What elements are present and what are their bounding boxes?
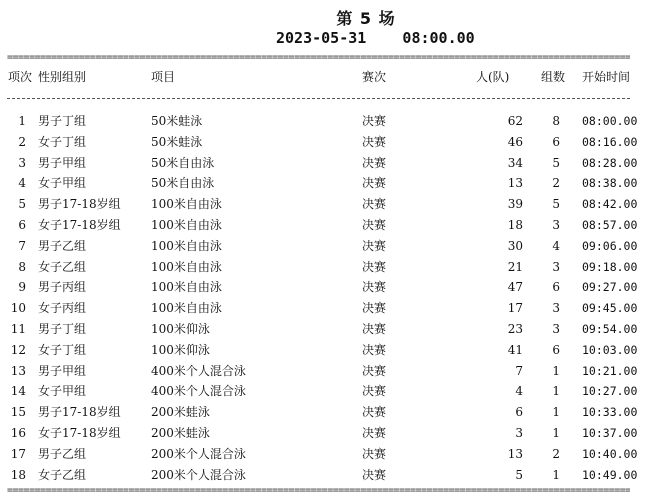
row-group: 男子17-18岁组 — [38, 405, 121, 420]
row-count: 17 — [507, 301, 523, 316]
row-start-time: 08:38.00 — [582, 176, 638, 191]
row-round: 决赛 — [362, 467, 387, 482]
row-event: 100米自由泳 — [151, 238, 222, 253]
row-start-time: 08:42.00 — [582, 197, 638, 212]
row-start-time: 10:49.00 — [582, 467, 638, 482]
row-group: 女子丁组 — [38, 342, 87, 357]
column-header-time: 开始时间 — [582, 70, 631, 84]
row-group: 女子甲组 — [38, 384, 87, 399]
row-round: 决赛 — [362, 280, 387, 295]
table-row — [0, 444, 652, 464]
table-row — [0, 153, 652, 173]
row-heats: 1 — [552, 405, 560, 420]
row-no: 5 — [18, 197, 26, 212]
row-group: 男子乙组 — [38, 446, 87, 461]
row-event: 100米自由泳 — [151, 197, 222, 212]
row-event: 400米个人混合泳 — [151, 363, 246, 378]
row-no: 12 — [10, 342, 26, 357]
row-count: 6 — [515, 405, 523, 420]
row-count: 21 — [507, 259, 523, 274]
row-heats: 3 — [552, 322, 560, 336]
row-count: 5 — [515, 467, 523, 482]
row-round: 决赛 — [362, 446, 387, 461]
row-round: 决赛 — [362, 218, 387, 232]
table-row — [0, 381, 652, 401]
row-no: 11 — [10, 322, 26, 336]
row-start-time: 10:27.00 — [582, 384, 638, 399]
row-heats: 2 — [552, 446, 560, 461]
row-no: 4 — [18, 176, 26, 191]
row-count: 13 — [507, 446, 523, 461]
row-group: 女子甲组 — [38, 176, 87, 191]
row-event: 100米自由泳 — [151, 280, 222, 295]
row-no: 9 — [18, 280, 26, 295]
table-row — [0, 194, 652, 214]
row-heats: 5 — [552, 197, 560, 212]
row-no: 17 — [10, 446, 26, 461]
row-no: 6 — [18, 218, 26, 232]
table-header — [0, 67, 652, 87]
row-group: 男子丁组 — [38, 322, 87, 336]
row-group: 女子丁组 — [38, 134, 87, 149]
row-count: 46 — [507, 134, 523, 149]
row-start-time: 08:57.00 — [582, 218, 638, 232]
row-event: 50米自由泳 — [151, 155, 215, 170]
row-round: 决赛 — [362, 342, 387, 357]
row-heats: 6 — [552, 134, 560, 149]
row-group: 男子17-18岁组 — [38, 197, 121, 212]
table-row — [0, 423, 652, 443]
bottom-double-rule — [7, 488, 630, 495]
row-event: 100米自由泳 — [151, 259, 222, 274]
top-double-rule — [7, 55, 630, 62]
row-start-time: 08:00.00 — [582, 114, 638, 128]
column-header-group: 性别组别 — [38, 70, 87, 84]
row-heats: 1 — [552, 426, 560, 440]
row-event: 100米自由泳 — [151, 218, 222, 232]
row-group: 女子17-18岁组 — [38, 218, 121, 232]
column-header-event: 项目 — [151, 70, 176, 84]
column-header-count: 人(队) — [476, 70, 510, 84]
column-header-heats: 组数 — [541, 70, 566, 84]
row-round: 决赛 — [362, 197, 387, 212]
row-event: 400米个人混合泳 — [151, 384, 246, 399]
row-event: 100米自由泳 — [151, 301, 222, 316]
row-no: 3 — [18, 155, 26, 170]
row-start-time: 09:27.00 — [582, 280, 638, 295]
row-heats: 6 — [552, 342, 560, 357]
table-row — [0, 215, 652, 235]
row-count: 34 — [507, 155, 523, 170]
row-start-time: 09:06.00 — [582, 238, 638, 253]
row-count: 41 — [507, 342, 523, 357]
row-start-time: 09:54.00 — [582, 322, 638, 336]
row-round: 决赛 — [362, 426, 387, 440]
row-no: 8 — [18, 259, 26, 274]
table-row — [0, 111, 652, 131]
row-no: 14 — [10, 384, 26, 399]
row-group: 男子甲组 — [38, 155, 87, 170]
row-round: 决赛 — [362, 322, 387, 336]
row-group: 男子丙组 — [38, 280, 87, 295]
row-count: 62 — [507, 114, 523, 128]
table-row — [0, 361, 652, 381]
row-heats: 3 — [552, 259, 560, 274]
row-group: 女子17-18岁组 — [38, 426, 121, 440]
row-round: 决赛 — [362, 176, 387, 191]
row-event: 100米仰泳 — [151, 322, 210, 336]
table-row — [0, 257, 652, 277]
row-heats: 3 — [552, 218, 560, 232]
row-group: 男子丁组 — [38, 114, 87, 128]
row-event: 50米自由泳 — [151, 176, 215, 191]
row-start-time: 09:18.00 — [582, 259, 638, 274]
row-group: 女子丙组 — [38, 301, 87, 316]
table-row — [0, 298, 652, 318]
row-count: 13 — [507, 176, 523, 191]
row-round: 决赛 — [362, 259, 387, 274]
row-round: 决赛 — [362, 155, 387, 170]
row-event: 50米蛙泳 — [151, 134, 203, 149]
row-heats: 3 — [552, 301, 560, 316]
row-event: 100米仰泳 — [151, 342, 210, 357]
row-group: 女子乙组 — [38, 467, 87, 482]
row-no: 18 — [10, 467, 26, 482]
row-heats: 1 — [552, 467, 560, 482]
row-heats: 5 — [552, 155, 560, 170]
row-round: 决赛 — [362, 238, 387, 253]
row-no: 13 — [10, 363, 26, 378]
row-count: 30 — [507, 238, 523, 253]
row-heats: 2 — [552, 176, 560, 191]
row-round: 决赛 — [362, 363, 387, 378]
row-start-time: 08:28.00 — [582, 155, 638, 170]
row-no: 2 — [18, 134, 26, 149]
row-round: 决赛 — [362, 384, 387, 399]
page-title: 第 5 场 — [336, 9, 396, 28]
column-header-round: 赛次 — [362, 70, 387, 84]
column-header-no: 项次 — [8, 70, 33, 84]
row-count: 47 — [507, 280, 523, 295]
row-start-time: 10:03.00 — [582, 342, 638, 357]
table-row — [0, 236, 652, 256]
row-group: 男子甲组 — [38, 363, 87, 378]
row-round: 决赛 — [362, 405, 387, 420]
row-no: 16 — [10, 426, 26, 440]
row-start-time: 08:16.00 — [582, 134, 638, 149]
table-row — [0, 173, 652, 193]
row-group: 男子乙组 — [38, 238, 87, 253]
row-heats: 8 — [552, 114, 560, 128]
table-row — [0, 319, 652, 339]
row-event: 200米蛙泳 — [151, 426, 210, 440]
row-round: 决赛 — [362, 134, 387, 149]
row-heats: 6 — [552, 280, 560, 295]
row-start-time: 10:40.00 — [582, 446, 638, 461]
row-heats: 4 — [552, 238, 560, 253]
row-heats: 1 — [552, 384, 560, 399]
row-no: 1 — [18, 114, 26, 128]
row-start-time: 10:37.00 — [582, 426, 638, 440]
row-start-time: 10:21.00 — [582, 363, 638, 378]
row-no: 10 — [10, 301, 26, 316]
table-row — [0, 402, 652, 422]
row-group: 女子乙组 — [38, 259, 87, 274]
row-count: 4 — [515, 384, 523, 399]
row-start-time: 09:45.00 — [582, 301, 638, 316]
row-no: 7 — [18, 238, 26, 253]
row-no: 15 — [10, 405, 26, 420]
row-count: 3 — [515, 426, 523, 440]
table-row — [0, 465, 652, 485]
session-date-time: 2023-05-31 08:00.00 — [276, 29, 475, 47]
row-heats: 1 — [552, 363, 560, 378]
row-event: 200米个人混合泳 — [151, 446, 246, 461]
table-row — [0, 132, 652, 152]
row-round: 决赛 — [362, 114, 387, 128]
row-round: 决赛 — [362, 301, 387, 316]
row-count: 39 — [507, 197, 523, 212]
row-count: 18 — [507, 218, 523, 232]
header-separator-rule — [7, 98, 630, 103]
row-event: 50米蛙泳 — [151, 114, 203, 128]
table-row — [0, 340, 652, 360]
row-count: 23 — [507, 322, 523, 336]
row-event: 200米个人混合泳 — [151, 467, 246, 482]
row-event: 200米蛙泳 — [151, 405, 210, 420]
table-row — [0, 277, 652, 297]
row-count: 7 — [515, 363, 523, 378]
row-start-time: 10:33.00 — [582, 405, 638, 420]
